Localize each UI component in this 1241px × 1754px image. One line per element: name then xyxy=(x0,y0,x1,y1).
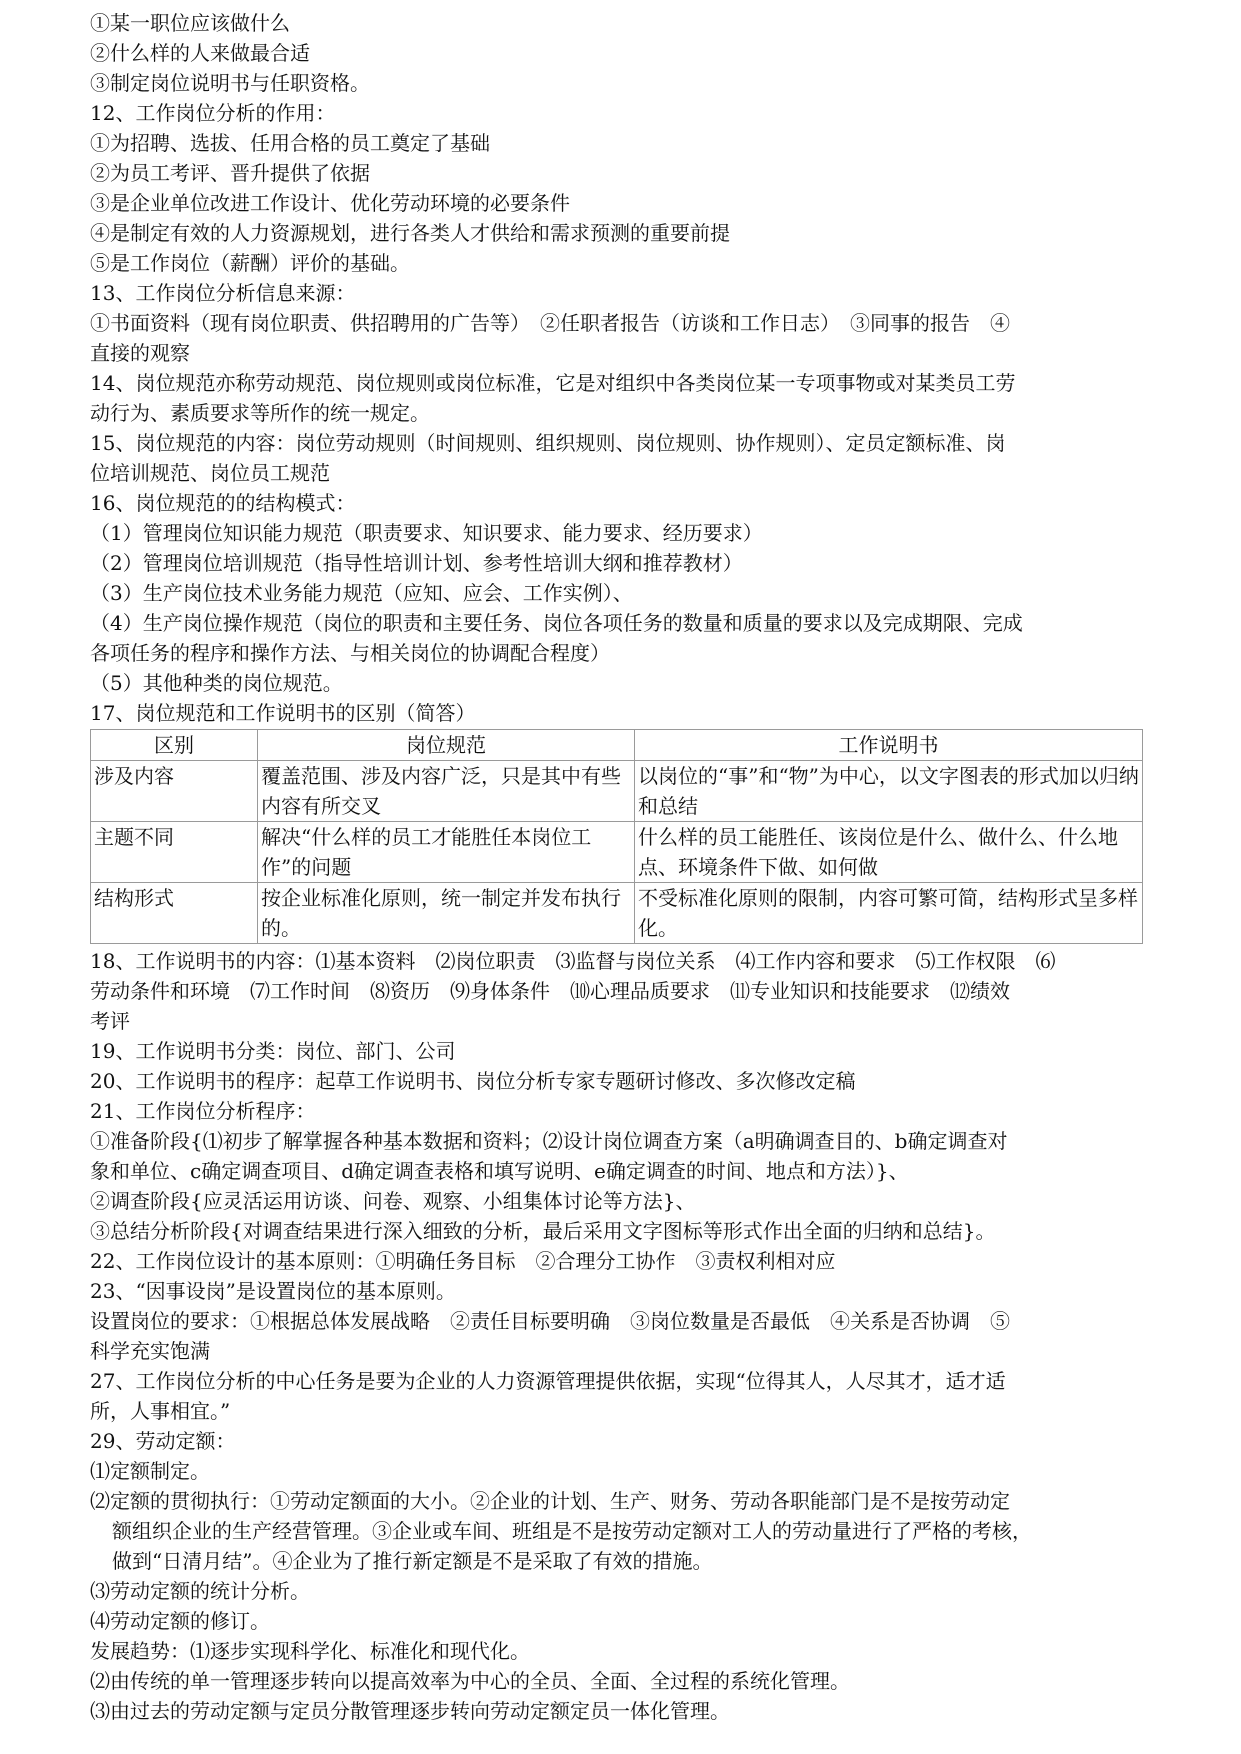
table-row xyxy=(91,761,1143,822)
text-line: ⑵定额的贯彻执行：①劳动定额面的大小。②企业的计划、生产、财务、劳动各职能部门是不是按劳动定 xyxy=(90,1489,1010,1513)
text-line: 18、工作说明书的内容：⑴基本资料 ⑵岗位职责 ⑶监督与岗位关系 ⑷工作内容和要求 ⑸工作权限 ⑹ xyxy=(90,949,1056,973)
text-line: ⑤是工作岗位（薪酬）评价的基础。 xyxy=(90,251,410,275)
text-line: ③是企业单位改进工作设计、优化劳动环境的必要条件 xyxy=(90,191,570,215)
text-line: 所，人事相宜。” xyxy=(90,1399,231,1423)
table-cell: 以岗位的“事”和“物”为中心，以文字图表的形式加以归纳和总结 xyxy=(635,761,1143,822)
table-header-cell: 区别 xyxy=(91,730,258,761)
text-block-before-table xyxy=(90,8,1170,728)
table-cell: 覆盖范围、涉及内容广泛，只是其中有些内容有所交叉 xyxy=(258,761,635,822)
text-line: ②调查阶段{应灵活运用访谈、问卷、观察、小组集体讨论等方法}、 xyxy=(90,1189,696,1213)
text-line: ①书面资料（现有岗位职责、供招聘用的广告等） ②任职者报告（访谈和工作日志） ③同事的报告 ④ xyxy=(90,311,1010,335)
text-line: 17、岗位规范和工作说明书的区别（简答） xyxy=(90,701,476,725)
text-line: （1）管理岗位知识能力规范（职责要求、知识要求、能力要求、经历要求） xyxy=(90,521,763,545)
text-line: ②什么样的人来做最合适 xyxy=(90,41,310,65)
text-line: 27、工作岗位分析的中心任务是要为企业的人力资源管理提供依据，实现“位得其人，人尽其才，适才适 xyxy=(90,1369,1006,1393)
text-line: ②为员工考评、晋升提供了依据 xyxy=(90,161,370,185)
text-line: ③制定岗位说明书与任职资格。 xyxy=(90,71,370,95)
text-line: （5）其他种类的岗位规范。 xyxy=(90,671,343,695)
text-line: 20、工作说明书的程序：起草工作说明书、岗位分析专家专题研讨修改、多次修改定稿 xyxy=(90,1069,856,1093)
text-line: ⑵由传统的单一管理逐步转向以提高效率为中心的全员、全面、全过程的系统化管理。 xyxy=(90,1669,850,1693)
text-line: ④是制定有效的人力资源规划，进行各类人才供给和需求预测的重要前提 xyxy=(90,221,730,245)
text-line: 直接的观察 xyxy=(90,341,190,365)
table-cell: 解决“什么样的员工才能胜任本岗位工作”的问题 xyxy=(258,822,635,883)
text-line: 考评 xyxy=(90,1009,130,1033)
text-line: （2）管理岗位培训规范（指导性培训计划、参考性培训大纲和推荐教材） xyxy=(90,551,743,575)
text-line: 16、岗位规范的的结构模式： xyxy=(90,491,356,515)
table-cell: 不受标准化原则的限制，内容可繁可简，结构形式呈多样化。 xyxy=(635,883,1143,944)
table-cell: 主题不同 xyxy=(91,822,258,883)
document-page xyxy=(90,8,1170,1726)
text-line: ⑶劳动定额的统计分析。 xyxy=(90,1579,310,1603)
text-line: ⑶由过去的劳动定额与定员分散管理逐步转向劳动定额定员一体化管理。 xyxy=(90,1699,730,1723)
text-line: ⑷劳动定额的修订。 xyxy=(90,1609,270,1633)
text-line: 额组织企业的生产经营管理。③企业或车间、班组是不是按劳动定额对工人的劳动量进行了严格的考核， xyxy=(112,1519,1032,1543)
table-header-cell: 工作说明书 xyxy=(635,730,1143,761)
text-line: 劳动条件和环境 ⑺工作时间 ⑻资历 ⑼身体条件 ⑽心理品质要求 ⑾专业知识和技能要求 ⑿绩效 xyxy=(90,979,1010,1003)
text-line: 23、“因事设岗”是设置岗位的基本原则。 xyxy=(90,1279,456,1303)
text-line: ①准备阶段{⑴初步了解掌握各种基本数据和资料；⑵设计岗位调查方案（a明确调查目的、b确定调查对 xyxy=(90,1129,1008,1153)
text-line: 象和单位、c确定调查项目、d确定调查表格和填写说明、e确定调查的时间、地点和方法）}、 xyxy=(90,1159,909,1183)
text-line: 22、工作岗位设计的基本原则：①明确任务目标 ②合理分工协作 ③责权利相对应 xyxy=(90,1249,836,1273)
text-line: 位培训规范、岗位员工规范 xyxy=(90,461,330,485)
text-line: 各项任务的程序和操作方法、与相关岗位的协调配合程度） xyxy=(90,641,610,665)
table-cell: 按企业标准化原则，统一制定并发布执行的。 xyxy=(258,883,635,944)
table-cell: 什么样的员工能胜任、该岗位是什么、做什么、什么地点、环境条件下做、如何做 xyxy=(635,822,1143,883)
text-line: ①为招聘、选拔、任用合格的员工奠定了基础 xyxy=(90,131,490,155)
table-cell: 结构形式 xyxy=(91,883,258,944)
text-line: 15、岗位规范的内容：岗位劳动规则（时间规则、组织规则、岗位规则、协作规则）、定员定额标准、岗 xyxy=(90,431,1006,455)
table-row xyxy=(91,883,1143,944)
text-line: 设置岗位的要求：①根据总体发展战略 ②责任目标要明确 ③岗位数量是否最低 ④关系是否协调 ⑤ xyxy=(90,1309,1010,1333)
text-line: ⑴定额制定。 xyxy=(90,1459,210,1483)
table-cell: 涉及内容 xyxy=(91,761,258,822)
text-line: 19、工作说明书分类：岗位、部门、公司 xyxy=(90,1039,456,1063)
text-line: 13、工作岗位分析信息来源： xyxy=(90,281,356,305)
text-line: 12、工作岗位分析的作用： xyxy=(90,101,336,125)
table-header-cell: 岗位规范 xyxy=(258,730,635,761)
text-line: 29、劳动定额： xyxy=(90,1429,236,1453)
text-line: 动行为、素质要求等所作的统一规定。 xyxy=(90,401,430,425)
text-line: 做到“日清月结”。④企业为了推行新定额是不是采取了有效的措施。 xyxy=(112,1549,713,1573)
table-header-row xyxy=(91,730,1143,761)
table-row xyxy=(91,822,1143,883)
comparison-table xyxy=(90,729,1143,944)
text-line: ③总结分析阶段{对调查结果进行深入细致的分析，最后采用文字图标等形式作出全面的归纳和总结}。 xyxy=(90,1219,996,1243)
text-line: （4）生产岗位操作规范（岗位的职责和主要任务、岗位各项任务的数量和质量的要求以及完成期限、完成 xyxy=(90,611,1023,635)
text-line: 14、岗位规范亦称劳动规范、岗位规则或岗位标准，它是对组织中各类岗位某一专项事物或对某类员工劳 xyxy=(90,371,1016,395)
text-line: （3）生产岗位技术业务能力规范（应知、应会、工作实例）、 xyxy=(90,581,633,605)
text-line: ①某一职位应该做什么 xyxy=(90,11,290,35)
text-block-after-table xyxy=(90,946,1170,1726)
text-line: 发展趋势：⑴逐步实现科学化、标准化和现代化。 xyxy=(90,1639,530,1663)
text-line: 科学充实饱满 xyxy=(90,1339,210,1363)
text-line: 21、工作岗位分析程序： xyxy=(90,1099,316,1123)
